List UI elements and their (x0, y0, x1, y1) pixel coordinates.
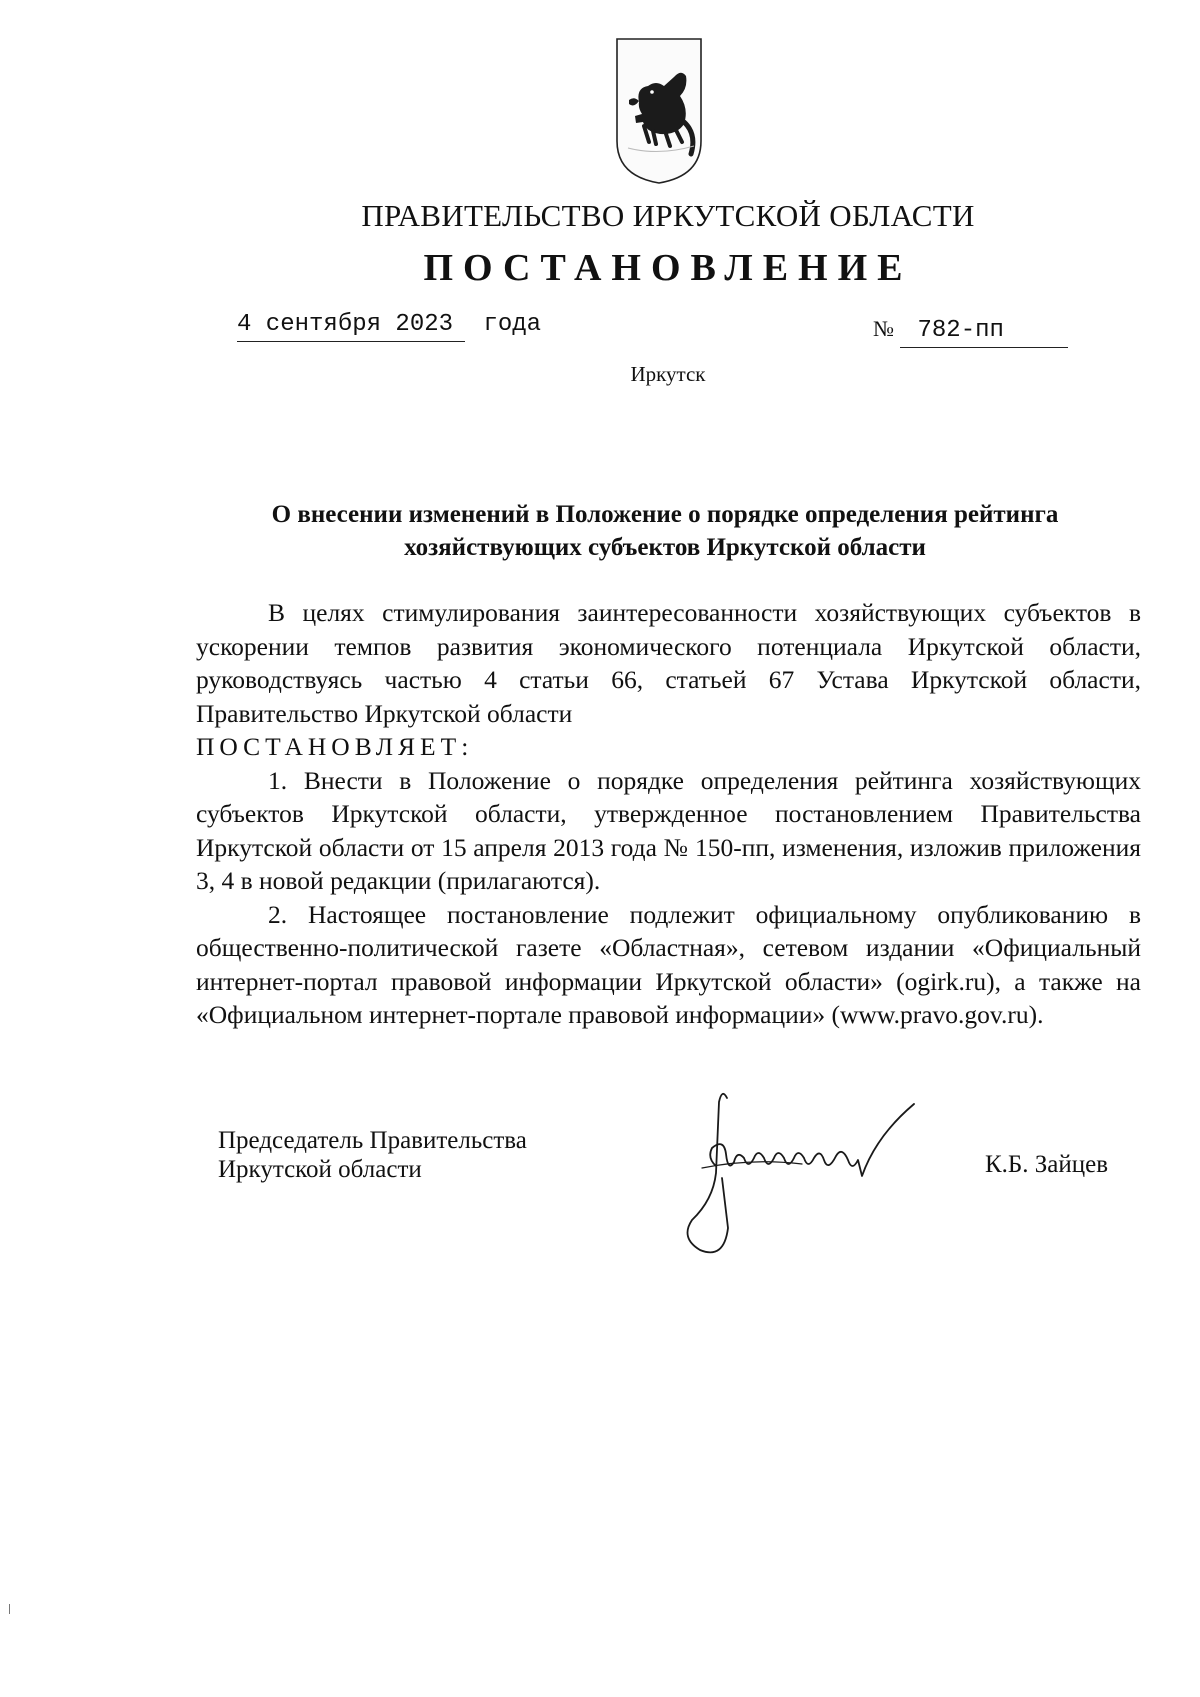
preamble-paragraph: В целях стимулирования заинтересованности хозяйствующих субъектов в ускорении темпов развития экономического потенциала Иркутской области, руководствуясь частью 4 статьи 66, статьей 67 Устава Иркутской области, Правительство Иркутской области (196, 598, 1141, 728)
document-type-title: ПОСТАНОВЛЕНИЕ (423, 247, 913, 289)
government-name: ПРАВИТЕЛЬСТВО ИРКУТСКОЙ ОБЛАСТИ (361, 198, 975, 233)
irkutsk-coat-of-arms-icon (614, 36, 704, 186)
number-sign: № (873, 316, 894, 341)
document-date-line (237, 311, 541, 342)
signer-position-line-2: Иркутской области (218, 1156, 422, 1183)
signer-name: К.Б. Зайцев (985, 1151, 1109, 1178)
margin-mark (9, 1604, 10, 1614)
subject-line-2: хозяйствующих субъектов Иркутской области (404, 534, 926, 561)
date-suffix: года (483, 311, 542, 338)
signer-position (218, 1126, 527, 1184)
document-subject (190, 498, 1140, 564)
signer-position-line-1: Председатель Правительства (218, 1127, 527, 1154)
item-paragraph-1: 1. Внести в Положение о порядке определения рейтинга хозяйствующих субъектов Иркутской области, утвержденное постановлением Правительства Иркутской области от 15 апреля 2013 года № 150-пп, изменения, изложив приложения 3, 4 в новой редакции (прилагаются). (196, 765, 1141, 895)
document-number-line (873, 316, 1068, 348)
decree-word: ПОСТАНОВЛЯЕТ: (196, 732, 474, 761)
document-number: 782-пп (900, 317, 1068, 348)
item-paragraph-2: 2. Настоящее постановление подлежит официальному опубликованию в общественно-политической газете «Областная», сетевом издании «Официальный интернет-портал правовой информации Иркутской области» (ogirk.ru), а также на «Официальном интернет-портале правовой информации» (www.pravo.gov.ru). (196, 899, 1141, 1029)
city-name: Иркутск (630, 362, 706, 386)
subject-line-1: О внесении изменений в Положение о порядке определения рейтинга (271, 501, 1059, 528)
document-date: 4 сентября 2023 (237, 311, 465, 342)
document-body (196, 596, 1141, 1032)
handwritten-signature (682, 1088, 947, 1268)
